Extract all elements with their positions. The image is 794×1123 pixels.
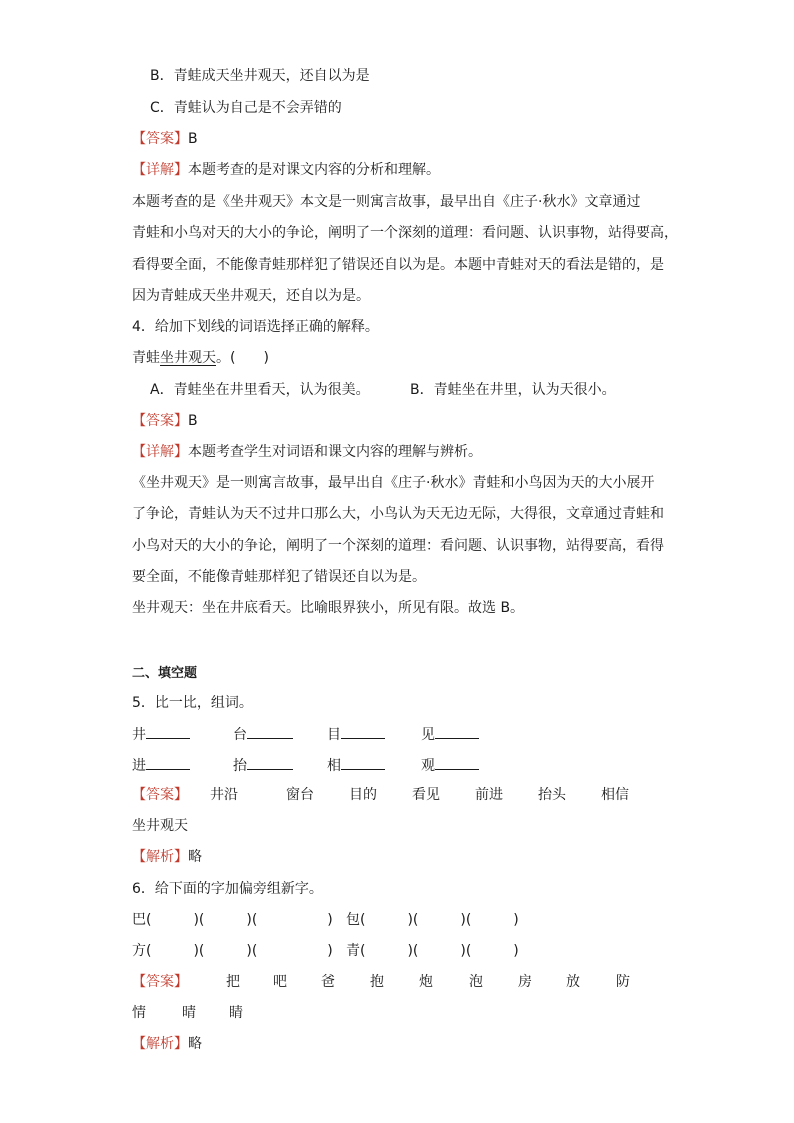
char: 目 (327, 727, 341, 743)
answer-label: 【答案】 (132, 787, 188, 803)
blank-line[interactable] (435, 755, 479, 770)
blank-line[interactable] (247, 755, 293, 770)
answer-char: 把 (226, 974, 240, 990)
answer-word: 前进 (475, 787, 503, 803)
phrase-prefix: 青蛙 (132, 350, 160, 366)
answer-char: 防 (616, 974, 630, 990)
analysis-label: 【解析】 (132, 849, 188, 865)
option-b: B．青蛙成天坐井观天，还自以为是 (150, 68, 370, 84)
analysis-line (132, 1035, 202, 1053)
word-slot (233, 724, 293, 744)
explain-line: 《坐井观天》是一则寓言故事，最早出自《庄子·秋水》青蛙和小鸟因为天的大小展开 (132, 475, 655, 491)
option-c: C．青蛙认为自己是不会弄错的 (150, 100, 342, 116)
explain-line: 要全面，不能像青蛙那样犯了错误还自以为是。 (132, 569, 426, 585)
answer-char: 吧 (273, 974, 287, 990)
word-slot (327, 755, 385, 775)
answer-word: 看见 (412, 787, 440, 803)
analysis-value: 略 (188, 1036, 202, 1052)
detail-label: 【详解】 (132, 444, 188, 460)
char: 观 (421, 758, 435, 774)
detail-line (132, 443, 482, 461)
word-slot (132, 755, 190, 775)
blank-line[interactable] (341, 724, 385, 739)
char: 井 (132, 727, 146, 743)
char: 台 (233, 727, 247, 743)
answer-value: B (188, 413, 198, 429)
answer-word: 目的 (349, 787, 377, 803)
radical-row: 青( )( )( ) (346, 943, 519, 959)
analysis-line (132, 848, 202, 866)
answer-label: 【答案】 (132, 413, 188, 429)
answer-word: 相信 (601, 787, 629, 803)
answer-label: 【答案】 (132, 974, 188, 990)
answer-line (132, 130, 198, 148)
explain-line: 因为青蛙成天坐井观天，还自以为是。 (132, 288, 370, 304)
answer-char: 炮 (419, 974, 433, 990)
explain-line: 青蛙和小鸟对天的大小的争论，阐明了一个深刻的道理：看问题、认识事物，站得要高， (132, 225, 678, 241)
radical-row: 巴( )( )( ) (132, 912, 333, 928)
blank-line[interactable] (341, 755, 385, 770)
detail-text: 本题考查的是对课文内容的分析和理解。 (188, 162, 440, 178)
option-a: A．青蛙坐在井里看天，认为很美。 (150, 382, 370, 398)
answer-char: 抱 (370, 974, 384, 990)
answer-word: 井沿 (210, 787, 238, 803)
question-6-prompt: 6．给下面的字加偏旁组新字。 (132, 881, 323, 897)
answer-value: B (188, 131, 198, 147)
explain-line: 看得要全面，不能像青蛙那样犯了错误还自以为是。本题中青蛙对天的看法是错的，是 (132, 257, 664, 273)
answer-char: 睛 (229, 1005, 243, 1021)
question-4-prompt: 4．给加下划线的词语选择正确的解释。 (132, 319, 379, 335)
blank-line[interactable] (247, 724, 293, 739)
answer-word: 窗台 (286, 787, 314, 803)
answer-line (132, 412, 198, 430)
radical-row: 包( )( )( ) (346, 912, 519, 928)
char: 进 (132, 758, 146, 774)
answer-char: 泡 (469, 974, 483, 990)
blank-line[interactable] (435, 724, 479, 739)
answer-char: 情 (132, 1005, 146, 1021)
answer-char: 放 (566, 974, 580, 990)
question-5-prompt: 5．比一比，组词。 (132, 695, 253, 711)
underlined-phrase: 坐井观天 (160, 350, 216, 366)
char: 见 (421, 727, 435, 743)
answer-word: 抬头 (538, 787, 566, 803)
word-slot (233, 755, 293, 775)
answer-label: 【答案】 (132, 131, 188, 147)
radical-row: 方( )( )( ) (132, 943, 333, 959)
word-slot (132, 724, 190, 744)
analysis-label: 【解析】 (132, 1036, 188, 1052)
question-4-phrase (132, 349, 269, 367)
blank-line[interactable] (146, 724, 190, 739)
option-b: B．青蛙坐在井里，认为天很小。 (410, 382, 616, 398)
blank-line[interactable] (146, 755, 190, 770)
section-title: 二、填空题 (132, 666, 198, 681)
char: 抬 (233, 758, 247, 774)
explain-line: 坐井观天：坐在井底看天。比喻眼界狭小，所见有限。故选 B。 (132, 600, 525, 616)
word-slot (327, 724, 385, 744)
detail-text: 本题考查学生对词语和课文内容的理解与辨析。 (188, 444, 482, 460)
answer-char: 房 (518, 974, 532, 990)
explain-line: 了争论，青蛙认为天不过井口那么大，小鸟认为天无边无际，大得很，文章通过青蛙和 (132, 506, 664, 522)
detail-label: 【详解】 (132, 162, 188, 178)
explain-line: 小鸟对天的大小的争论，阐明了一个深刻的道理：看问题、认识事物，站得要高，看得 (132, 538, 664, 554)
phrase-suffix: 。( ) (216, 350, 269, 366)
word-slot (421, 724, 479, 744)
analysis-value: 略 (188, 849, 202, 865)
char: 相 (327, 758, 341, 774)
answer-char: 晴 (182, 1005, 196, 1021)
explain-line: 本题考查的是《坐井观天》本文是一则寓言故事，最早出自《庄子·秋水》文章通过 (132, 194, 641, 210)
answer-word: 坐井观天 (132, 818, 188, 834)
detail-line (132, 161, 440, 179)
answer-char: 爸 (321, 974, 335, 990)
word-slot (421, 755, 479, 775)
